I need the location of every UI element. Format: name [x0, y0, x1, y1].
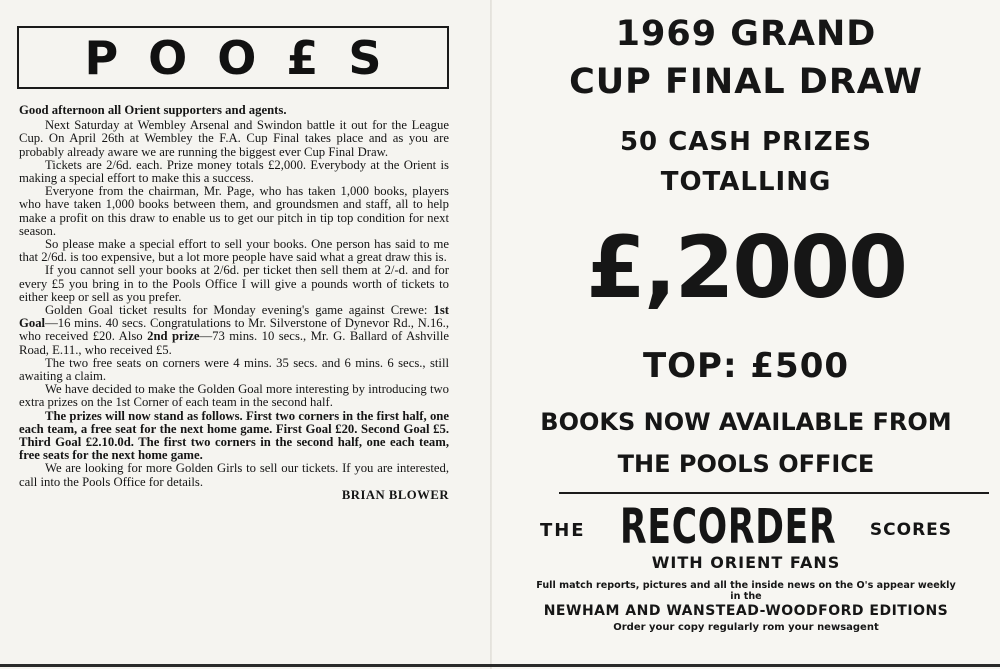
top-prize: TOP: £500 [642, 346, 850, 386]
books-line-1: BOOKS NOW AVAILABLE FROM [540, 408, 952, 436]
recorder-order: Order your copy regularly rom your newsagent [613, 622, 879, 633]
signature: BRIAN BLOWER [341, 487, 449, 502]
recorder-small-line-1: Full match reports, pictures and all the inside news on the O's appear weekly [536, 580, 956, 591]
pools-article [19, 104, 449, 502]
recorder-banner [492, 499, 1000, 555]
divider-rule [559, 492, 989, 494]
second-prize-label: 2nd prize [147, 329, 200, 344]
greeting: Good afternoon all Orient supporters and agents. [19, 103, 287, 117]
recorder-logo: RECORDER [619, 499, 836, 555]
second-prize-text: —73 mins. 10 secs., Mr. G. Ballard of Ashville Road, E.11., who received £5. [19, 329, 449, 357]
bottom-edge-line [0, 664, 1000, 667]
recorder-small-line-2: in the [730, 591, 762, 602]
pools-header-box [17, 26, 449, 89]
paragraph: Next Saturday at Wembley Arsenal and Swindon battle it out for the League Cup. On April 26th at Wembley the F.A. Cup Final takes place and as you are probably already aware we are running the biggest ever Cup Final Draw. [19, 118, 449, 159]
recorder-tagline: WITH ORIENT FANS [651, 553, 841, 572]
paragraph: Tickets are 2/6d. each. Prize money totals £2,000. Everybody at the Orient is making a special effort to make this a success. [19, 157, 449, 186]
prizes-line-1: 50 CASH PRIZES [619, 127, 873, 157]
paragraph: So please make a special effort to sell your books. One person has said to me that 2/6d. is too expensive, but a lot more people have said what a great draw this is. [19, 237, 449, 265]
recorder-the: THE [539, 519, 586, 541]
paragraph: If you cannot sell your books at 2/6d. per ticket then sell them at 2/-d. and for every £5 you bring in to the Pools Office I will give a pounds worth of tickets to either keep or sell as you prefer. [19, 263, 449, 304]
recorder-editions: NEWHAM AND WANSTEAD-WOODFORD EDITIONS [543, 603, 949, 619]
heading-line-2: CUP FINAL DRAW [569, 62, 923, 102]
paragraph: We have decided to make the Golden Goal more interesting by introducing two extra prizes on the 1st Corner of each team in the second half. [19, 382, 449, 410]
first-goal-text: —16 mins. 40 secs. Congratulations to Mr. Silverstone of Dynevor Rd., N.16., who received £20. Also [19, 316, 449, 344]
paragraph: Everyone from the chairman, Mr. Page, who has taken 1,000 books, players who have taken 1,000 books between them, and groundsmen and staff, all to help make a profit on this draw to enable us to get our pitch in tip top condition for next season. [19, 184, 449, 238]
pools-title: POO£S [84, 30, 412, 85]
golden-goal-intro: Golden Goal ticket results for Monday evening's game against Crewe: [45, 303, 434, 318]
paragraph: The two free seats on corners were 4 mins. 35 secs. and 6 mins. 6 secs., still awaiting a claim. [19, 355, 449, 384]
prizes-paragraph: The prizes will now stand as follows. First two corners in the first half, one each team, a free seat for the next home game. First Goal £20. Second Goal £5. Third Goal £2.10.0d. The first two corners in the second half, one each team, free seats for the next home game. [19, 408, 449, 463]
books-line-2: THE POOLS OFFICE [617, 450, 875, 478]
left-page [0, 0, 492, 669]
first-goal-label: 1st Goal [19, 303, 449, 331]
prizes-line-2: TOTALLING [660, 167, 832, 197]
heading-line-1: 1969 GRAND [615, 14, 877, 54]
right-page [492, 0, 1000, 669]
prize-amount: £,2000 [586, 218, 906, 318]
recorder-scores: SCORES [869, 520, 953, 540]
closing-paragraph: We are looking for more Golden Girls to sell our tickets. If you are interested, call into the Pools Office for details. [19, 461, 449, 489]
golden-goal-paragraph [19, 304, 449, 357]
